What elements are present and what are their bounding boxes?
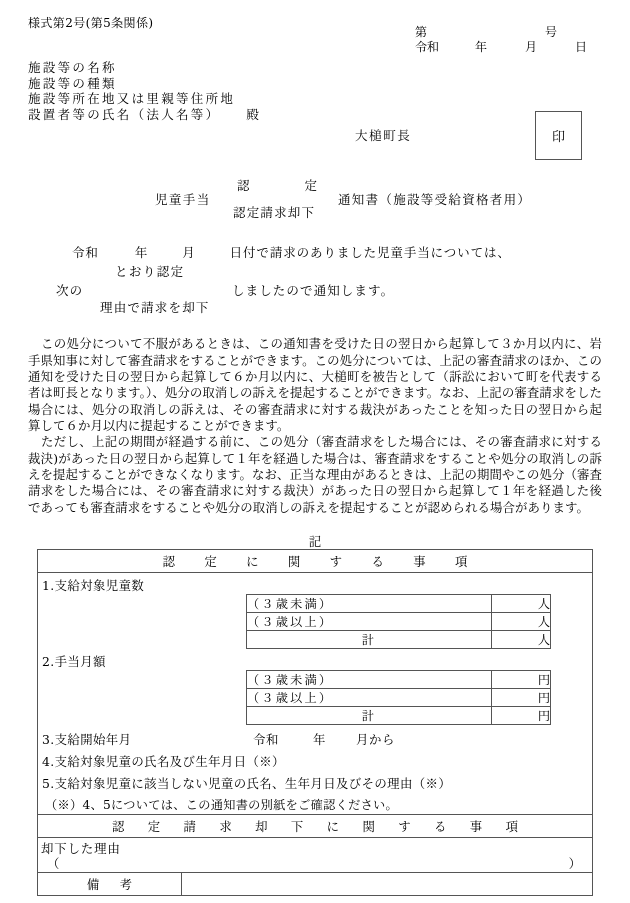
title-tail: 通知書（施設等受給資格者用） [338, 192, 532, 207]
children-count-subtable [246, 594, 551, 649]
appeal-notice-paragraph-1: この処分について不服があるときは、この通知書を受けた日の翌日から起算して３か月以内に、岩手県知事に対して審査請求をすることができます。この処分については、上記の審査請求のほか、この通知を受けた日の翌日から起算して６か月以内に、大槌町を被告として（訴訟において町を代表する者は町長となります。）、処分の取消しの訴えを提起することができます。なお、上記の審査請求をした場合には、処分の取消しの訴えは、その審査請求に対する裁決があったことを知った日の翌日から起算して６か月以内に提起することができます。 [28, 336, 602, 434]
amount-over3-unit[interactable]: 円 [492, 689, 551, 707]
recipient-block [28, 60, 259, 122]
attachment-note: （※）4、5については、この通知書の別紙をご確認ください。 [45, 798, 399, 812]
claim-month-unit: 月 [182, 245, 196, 260]
document-title [0, 176, 630, 222]
claim-sentence-text: 日付で請求のありました児童手当については、 [229, 245, 511, 260]
document-date-year-unit: 年 [475, 40, 488, 54]
amount-over3-label: （３歳以上） [247, 689, 492, 707]
claim-year-unit: 年 [134, 245, 149, 260]
item5-label: 5.支給対象児童に該当しない児童の氏名、生年月日及びその理由（※） [42, 776, 452, 791]
children-over3-unit[interactable]: 人 [492, 613, 551, 631]
table-row [247, 707, 551, 725]
table-row [38, 873, 592, 895]
ki-mark: 記 [308, 534, 322, 549]
document-date-day-unit: 日 [575, 40, 588, 54]
document-date-era: 令和 [415, 40, 440, 54]
section-attachment-note [38, 793, 592, 814]
amount-under3-label: （３歳未満） [247, 671, 492, 689]
document-number-suffix: 号 [545, 25, 558, 39]
children-under3-unit[interactable]: 人 [492, 595, 551, 613]
table-row [247, 595, 551, 613]
issuer-name: 大槌町長 [355, 128, 412, 143]
children-total-label: 計 [247, 631, 492, 649]
item2-label: 2.手当月額 [42, 654, 106, 669]
facility-name-label: 施設等の名称 [28, 60, 117, 75]
amount-total-label: 計 [247, 707, 492, 725]
table-row [38, 573, 593, 815]
form-code: 様式第2号(第5条関係) [28, 16, 154, 30]
children-under3-label: （３歳未満） [247, 595, 492, 613]
start-month-value[interactable] [253, 730, 395, 748]
appeal-notice-paragraph-2: ただし、上記の期間が経過する前に、この処分（審査請求をした場合には、その審査請求に対する裁決)があった日の翌日から起算して１年を経過した場合は、審査請求をすることや処分の取消しの訴えを提起することができなくなります。なお、正当な理由があるときは、上記の期間やこの処分（審査請求をした場合には、その審査請求に対する裁決）があった日の翌日から起算して１年を経過した後であっても審査請求をすることや処分の取消しの訴えを提起することが認められる場合があります。 [28, 434, 602, 515]
table-row [247, 631, 551, 649]
choice-next-label: 次の [56, 283, 84, 298]
remarks-label: 備 考 [38, 873, 182, 895]
section-rejection-reason [38, 838, 593, 873]
claim-era: 令和 [72, 245, 99, 260]
honorific-label: 殿 [246, 106, 259, 122]
facility-type-label: 施設等の種類 [28, 75, 117, 91]
rejection-reason-label: 却下した理由 [41, 841, 121, 856]
title-lead: 児童手当 [155, 192, 211, 207]
determination-table [37, 549, 593, 896]
item4-label: 4.支給対象児童の氏名及び生年月日（※） [42, 754, 285, 769]
choice-option-approve[interactable]: とおり認定 [115, 264, 185, 279]
monthly-amount-subtable [246, 670, 551, 725]
start-month-era: 令和 [253, 732, 279, 747]
band-rejection: 認 定 請 求 却 下 に 関 す る 事 項 [38, 815, 593, 838]
section-children-count [38, 573, 593, 815]
rejection-paren-open: （ [47, 856, 60, 871]
determination-choice-block [0, 262, 630, 318]
section-excluded-children [38, 771, 592, 793]
remarks-value[interactable] [182, 873, 593, 895]
amount-under3-unit[interactable]: 円 [492, 671, 551, 689]
choice-option-reject[interactable]: 理由で請求を却下 [100, 300, 210, 315]
document-date-month-unit: 月 [525, 40, 538, 54]
rejection-paren-close: ） [568, 856, 581, 871]
item3-label: 3.支給開始年月 [42, 732, 132, 747]
section-children-names [38, 749, 592, 771]
band-determination: 認 定 に 関 す る 事 項 [38, 550, 593, 573]
table-row [247, 671, 551, 689]
children-over3-label: （３歳以上） [247, 613, 492, 631]
table-row [38, 873, 593, 896]
facility-address-label: 施設等所在地又は里親等住所地 [28, 91, 236, 106]
remarks-cell [38, 873, 593, 896]
document-number-prefix: 第 [415, 25, 428, 39]
amount-total-unit[interactable]: 円 [492, 707, 551, 725]
seal-label: 印 [551, 130, 565, 145]
table-row [247, 613, 551, 631]
installer-name-label: 設置者等の氏名（法人名等） [28, 106, 221, 122]
seal-box[interactable] [535, 111, 582, 160]
document-date-row [415, 38, 587, 55]
start-month-month-unit: 月から [355, 732, 395, 747]
section-start-month [38, 727, 592, 749]
start-month-year-unit: 年 [312, 732, 326, 747]
choice-tail-label: しましたので通知します。 [232, 283, 395, 298]
table-row [38, 838, 593, 873]
installer-name-row [28, 107, 259, 123]
table-row [38, 815, 593, 838]
table-row [38, 550, 593, 573]
children-total-unit[interactable]: 人 [492, 631, 551, 649]
table-row [247, 689, 551, 707]
item1-label: 1.支給対象児童数 [42, 578, 145, 593]
title-option-upper[interactable]: 認 定 [237, 178, 328, 193]
claim-date-sentence [72, 243, 511, 261]
title-option-lower[interactable]: 認定請求却下 [233, 205, 316, 220]
